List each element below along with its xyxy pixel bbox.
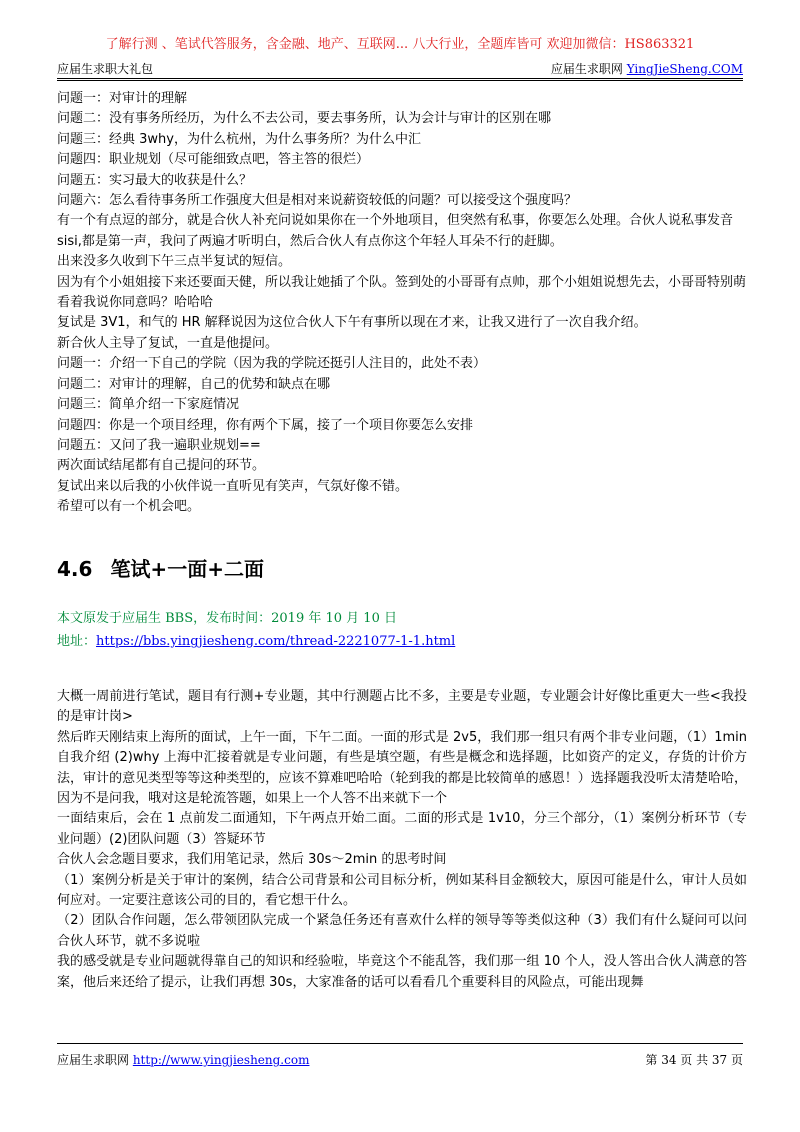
paragraph: 新合伙人主导了复试，一直是他提问。 bbox=[57, 335, 279, 351]
paragraph: 复试出来以后我的小伙伴说一直听见有笑声，气氛好像不错。 bbox=[57, 478, 409, 494]
footer-divider bbox=[57, 1043, 743, 1044]
section-title: 笔试+一面+二面 bbox=[110, 557, 264, 581]
footer-site-link[interactable]: http://www.yingjiesheng.com bbox=[132, 1053, 310, 1067]
footer-site bbox=[57, 1051, 309, 1068]
footer-site-label: 应届生求职网 bbox=[57, 1053, 133, 1067]
paragraph: 问题二：没有事务所经历，为什么不去公司，要去事务所，认为会计与审计的区别在哪 bbox=[57, 111, 552, 127]
header-site-link[interactable]: YingJieSheng.COM bbox=[626, 62, 743, 76]
paragraph: 问题五：又问了我一遍职业规划== bbox=[57, 437, 261, 453]
interview-text-part2 bbox=[57, 687, 747, 993]
header-divider-2 bbox=[57, 80, 743, 81]
source-note: 本文原发于应届生 BBS，发布时间：2019 年 10 月 10 日 bbox=[57, 611, 397, 626]
paragraph: （1）案例分析是关于审计的案例，结合公司背景和公司目标分析，例如某科目金额较大，原因可能是什么，审计人员如何应对。一定要注意该公司的目的，看它想干什么。 bbox=[57, 872, 747, 909]
paragraph: 我的感受就是专业问题就得靠自己的知识和经验啦，毕竟这个不能乱答，我们那一组 10 个人，没人答出合伙人满意的答案，他后来还给了提示，让我们再想 30s，大家准备的话可以看看几个重要科目的风险点，可能出现舞 bbox=[57, 954, 747, 990]
address-label: 地址： bbox=[57, 634, 97, 649]
paragraph: 问题一：对审计的理解 bbox=[57, 91, 188, 106]
paragraph: 有一个有点逗的部分，就是合伙人补充问说如果你在一个外地项目，但突然有私事，你要怎么处理。合伙人说私事发音 sisi,都是第一声，我问了两遍才听明白，然后合伙人有点你这个年轻人耳朵不行的赶脚。 bbox=[57, 213, 734, 249]
paragraph: 问题四：你是一个项目经理，你有两个下属，接了一个项目你要怎么安排 bbox=[57, 417, 474, 433]
section-number: 4.6 bbox=[57, 557, 93, 581]
paragraph: 因为有个小姐姐接下来还要面天健，所以我让她插了个队。签到处的小哥哥有点帅，那个小姐姐说想先去，小哥哥特别萌看着我说你同意吗？哈哈哈 bbox=[57, 274, 747, 311]
address-link[interactable]: https://bbs.yingjiesheng.com/thread-2221077-1-1.html bbox=[96, 634, 456, 649]
paragraph: 问题五：实习最大的收获是什么？ bbox=[57, 172, 253, 188]
paragraph: 大概一周前进行笔试，题目有行测+专业题，其中行测题占比不多，主要是专业题，专业题会计好像比重更大一些<我投的是审计岗> bbox=[57, 689, 747, 725]
paragraph: 合伙人会念题目要求，我们用笔记录，然后 30s～2min 的思考时间 bbox=[57, 852, 447, 868]
paragraph: 复试是 3V1，和气的 HR 解释说因为这位合伙人下午有事所以现在才来，让我又进行了一次自我介绍。 bbox=[57, 315, 647, 331]
header-title: 应届生求职大礼包 bbox=[57, 62, 154, 76]
interview-text-part1 bbox=[57, 89, 747, 518]
paragraph: 问题三：经典 3why，为什么杭州，为什么事务所？为什么中汇 bbox=[57, 131, 421, 147]
paragraph: 一面结束后，会在 1 点前发二面通知，下午两点开始二面。二面的形式是 1v10，分三个部分，（1）案例分析环节（专业问题）(2)团队问题（3）答疑环节 bbox=[57, 811, 747, 847]
paragraph: （2）团队合作问题，怎么带领团队完成一个紧急任务还有喜欢什么样的领导等等类似这种（3）我们有什么疑问可以问合伙人环节，就不多说啦 bbox=[57, 913, 747, 949]
header-divider bbox=[57, 78, 743, 79]
page-number: 第 34 页 共 37 页 bbox=[645, 1053, 743, 1067]
paragraph: 希望可以有一个机会吧。 bbox=[57, 499, 201, 515]
paragraph: 问题四：职业规划（尽可能细致点吧，答主答的很烂） bbox=[57, 152, 370, 168]
section-heading bbox=[57, 553, 264, 582]
paragraph: 问题三：简单介绍一下家庭情况 bbox=[57, 397, 240, 413]
paragraph: 问题一：介绍一下自己的学院（因为我的学院还挺引人注目的，此处不表） bbox=[57, 356, 487, 372]
paragraph: 问题二：对审计的理解，自己的优势和缺点在哪 bbox=[57, 376, 331, 392]
paragraph: 问题六：怎么看待事务所工作强度大但是相对来说薪资较低的问题？可以接受这个强度吗？ bbox=[57, 193, 578, 209]
header-site bbox=[551, 60, 743, 77]
promo-banner: 了解行测 、笔试代答服务，含金融、地产、互联网... 八大行业，全题库皆可 欢迎加微信：HS863321 bbox=[105, 37, 695, 52]
paragraph: 两次面试结尾都有自己提问的环节。 bbox=[57, 458, 266, 474]
paragraph: 然后昨天刚结束上海所的面试，上午一面，下午二面。一面的形式是 2v5，我们那一组只有两个非专业问题，（1）1min 自我介绍 (2)why 上海中汇接着就是专业问题，有些是填空题，有些是概念和选择题，比如资产的定义，存货的计价方法，审计的意见类型等等这种类型的，应该不算难吧哈哈（轮到我的都是比较简单的感恩！）选择题我没听太清楚哈哈，因为不是问我，哦对这是轮流答题，如果上一个人答不出来就下一个 bbox=[57, 729, 747, 807]
paragraph: 出来没多久收到下午三点半复试的短信。 bbox=[57, 254, 292, 270]
header-site-label: 应届生求职网 bbox=[550, 62, 627, 76]
source-address bbox=[57, 630, 455, 649]
